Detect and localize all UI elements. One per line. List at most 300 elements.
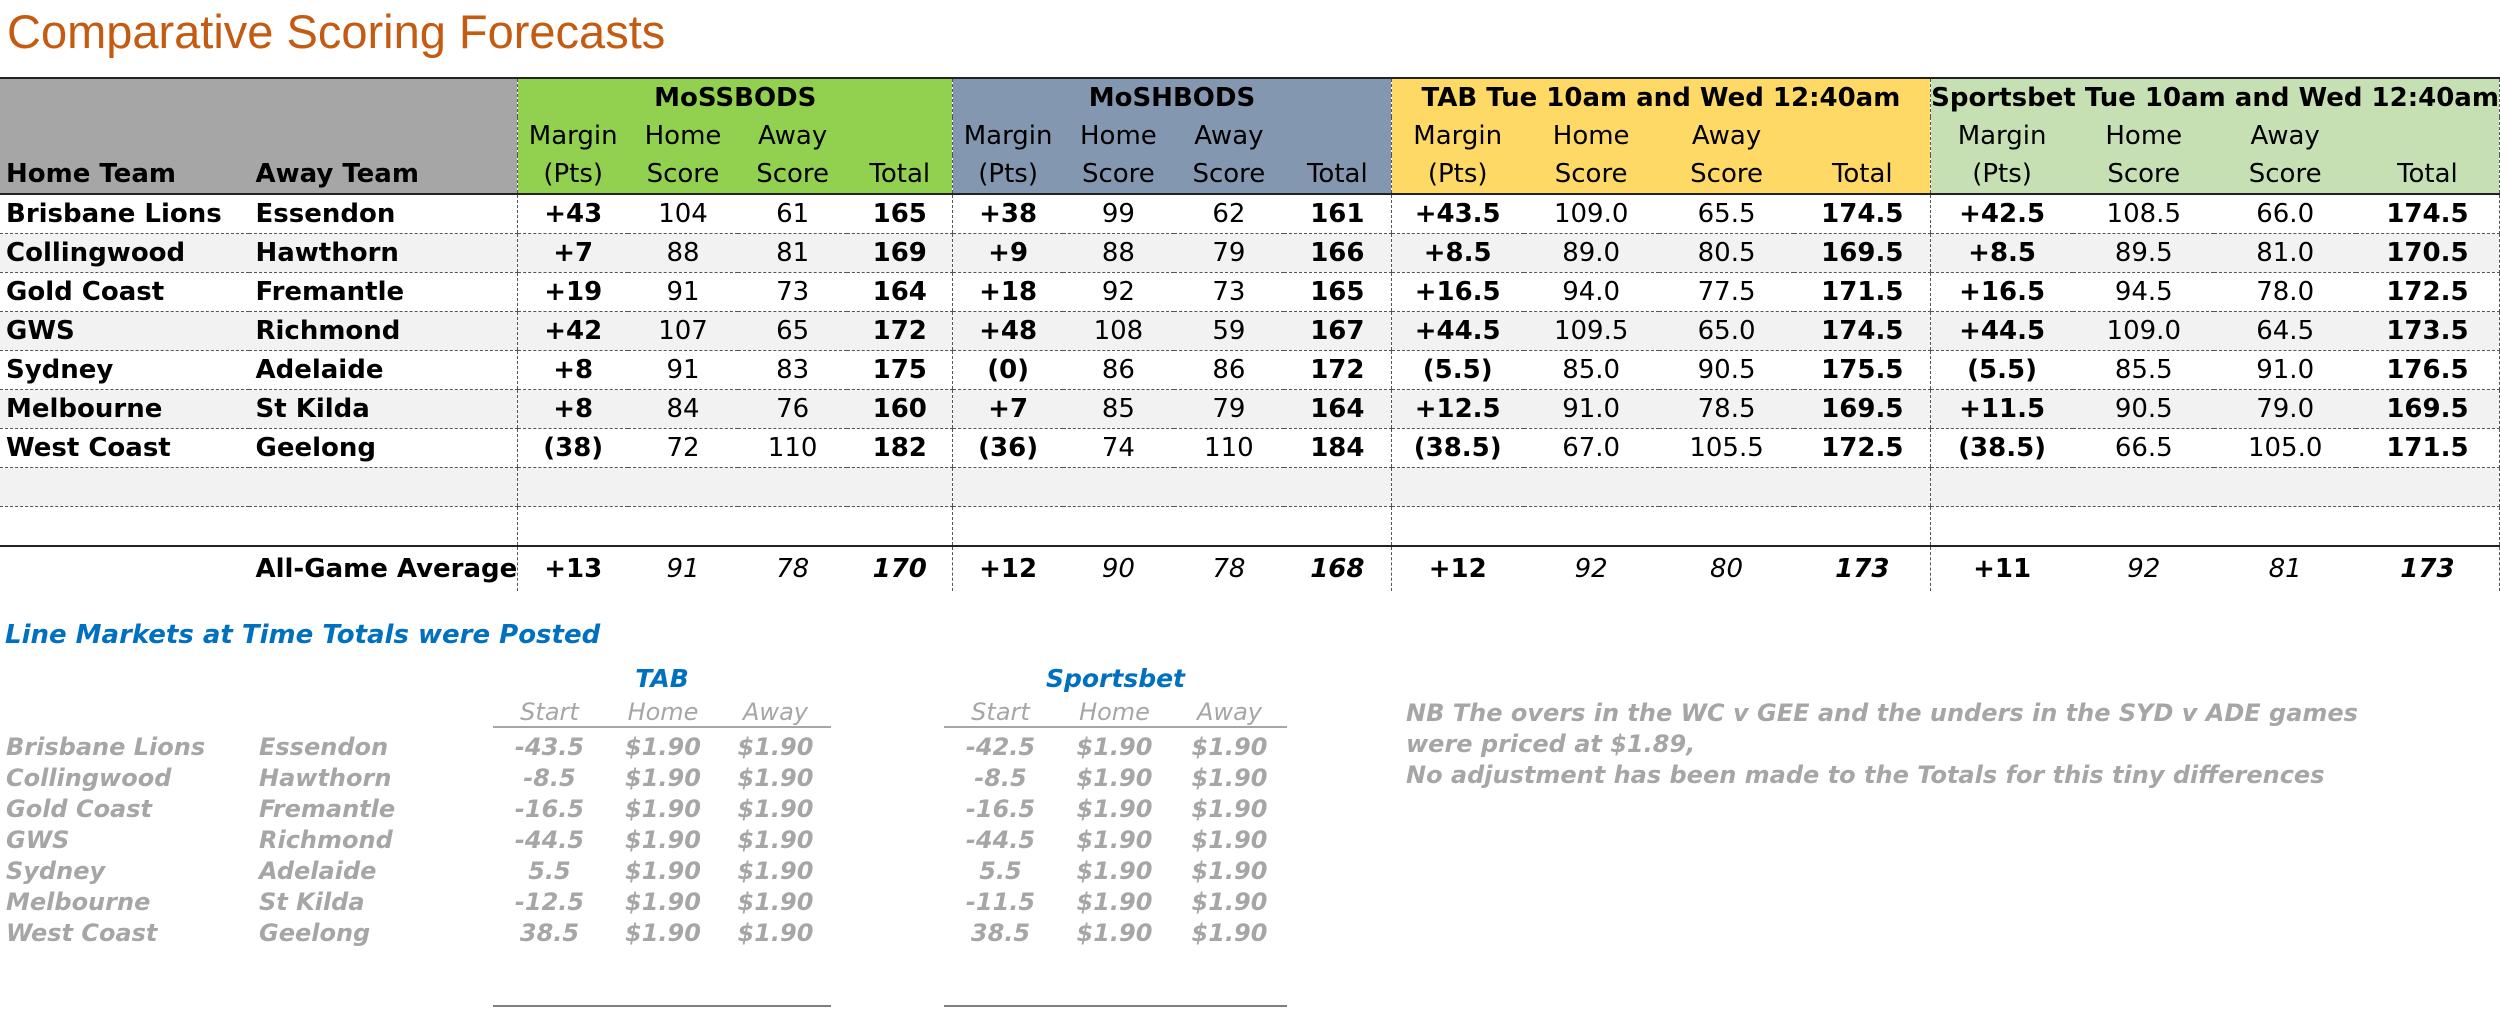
home-team-cell: Gold Coast [0, 273, 249, 312]
mossbods-cell: 61 [738, 194, 847, 234]
mossbods-cell [738, 468, 847, 507]
moshbods-cell: 86 [1174, 351, 1284, 390]
moshbods-cell: +7 [953, 390, 1063, 429]
lm-sportsbet-away: $1.90 [1191, 919, 1268, 947]
lm-tab-home: $1.90 [625, 888, 701, 916]
tab-cell: 78.5 [1659, 390, 1795, 429]
lm-tab-home: $1.90 [625, 795, 701, 823]
table-row [0, 234, 2500, 273]
mossbods-cell: 88 [628, 234, 738, 273]
tab-cell: +12.5 [1391, 390, 1523, 429]
col-header: Total [1794, 155, 1930, 194]
lm-away-team: Hawthorn [259, 764, 392, 792]
moshbods-cell: 88 [1063, 234, 1174, 273]
lm-tab-away: $1.90 [737, 733, 814, 761]
home-team-cell [0, 507, 249, 547]
col-header: Score [628, 155, 738, 194]
col-header: Margin [953, 117, 1063, 155]
tab-cell [1391, 468, 1523, 507]
column-header-row-1 [0, 117, 2500, 155]
lm-sportsbet-home: $1.90 [1076, 826, 1153, 854]
tab-cell: 90.5 [1659, 351, 1795, 390]
sportsbet-cell: 64.5 [2214, 312, 2355, 351]
home-team-cell: Sydney [0, 351, 249, 390]
sportsbet-cell: 78.0 [2214, 273, 2355, 312]
moshbods-cell [1174, 468, 1284, 507]
avg-cell: 173 [1794, 546, 1930, 591]
lm-tab-home: $1.90 [625, 764, 701, 792]
col-header: Score [1659, 155, 1795, 194]
tab-cell: 85.0 [1524, 351, 1659, 390]
table-row [0, 351, 2500, 390]
blank-header-cell [0, 78, 518, 117]
sportsbet-cell [1931, 468, 2073, 507]
lm-tab-away: $1.90 [737, 888, 814, 916]
tab-cell: 109.0 [1524, 194, 1659, 234]
sportsbet-cell [2356, 468, 2500, 507]
lm-home-team: Collingwood [6, 764, 172, 792]
lm-tab-home: $1.90 [625, 857, 701, 885]
lm-tab-start: -16.5 [514, 795, 585, 823]
moshbods-cell: +9 [953, 234, 1063, 273]
away-team-cell [249, 507, 517, 547]
col-header: (Pts) [953, 155, 1063, 194]
group-header-row [0, 78, 2500, 117]
home-team-cell: GWS [0, 312, 249, 351]
lm-sportsbet-home: $1.90 [1076, 733, 1153, 761]
tab-cell: +44.5 [1391, 312, 1523, 351]
sportsbet-cell [1931, 507, 2073, 547]
table-row [0, 429, 2500, 468]
mossbods-cell: 72 [628, 429, 738, 468]
table-row [0, 390, 2500, 429]
avg-cell: 78 [738, 546, 847, 591]
tab-cell: 171.5 [1794, 273, 1930, 312]
moshbods-cell [1284, 468, 1391, 507]
moshbods-cell: 79 [1174, 390, 1284, 429]
home-team-cell: Melbourne [0, 390, 249, 429]
note-line: were priced at $1.89, [1406, 730, 1696, 758]
sportsbet-cell: 105.0 [2214, 429, 2355, 468]
moshbods-cell: +38 [953, 194, 1063, 234]
mossbods-cell: 73 [738, 273, 847, 312]
col-header [2356, 117, 2500, 155]
sportsbet-cell: +8.5 [1931, 234, 2073, 273]
sportsbet-cell: 109.0 [2073, 312, 2214, 351]
avg-cell: 173 [2356, 546, 2500, 591]
sportsbet-cell: 172.5 [2356, 273, 2500, 312]
moshbods-cell [1063, 507, 1174, 547]
sportsbet-cell: 108.5 [2073, 194, 2214, 234]
lm-sportsbet-away: $1.90 [1191, 857, 1268, 885]
lm-away-team: Richmond [259, 826, 393, 854]
col-header: Score [1063, 155, 1174, 194]
moshbods-cell: 79 [1174, 234, 1284, 273]
lm-tab-start: -12.5 [514, 888, 585, 916]
sportsbet-cell: 170.5 [2356, 234, 2500, 273]
tab-cell [1659, 468, 1795, 507]
mossbods-cell: 165 [847, 194, 952, 234]
avg-cell: 170 [847, 546, 952, 591]
lm-sportsbet-start: -42.5 [965, 733, 1036, 761]
lm-away-team: Adelaide [259, 857, 377, 885]
lm-tab-away: $1.90 [737, 764, 814, 792]
mossbods-cell [628, 468, 738, 507]
moshbods-cell: 184 [1284, 429, 1391, 468]
moshbods-cell: 99 [1063, 194, 1174, 234]
moshbods-cell: 62 [1174, 194, 1284, 234]
table-row [0, 312, 2500, 351]
lm-sportsbet-away: $1.90 [1191, 795, 1268, 823]
lm-bottom-rule [944, 1005, 1287, 1007]
moshbods-cell: (36) [953, 429, 1063, 468]
lm-sportsbet-start: 5.5 [979, 857, 1022, 885]
lm-sportsbet-away: $1.90 [1191, 764, 1268, 792]
moshbods-cell: +18 [953, 273, 1063, 312]
lm-sportsbet-start: -8.5 [974, 764, 1027, 792]
mossbods-cell: 104 [628, 194, 738, 234]
col-header [1284, 117, 1391, 155]
lm-sportsbet-away: $1.90 [1191, 888, 1268, 916]
col-header: Margin [518, 117, 628, 155]
tab-cell: 65.0 [1659, 312, 1795, 351]
tab-cell: 67.0 [1524, 429, 1659, 468]
lm-tab-home: $1.90 [625, 733, 701, 761]
lm-away-team: Essendon [259, 733, 389, 761]
tab-cell [1794, 507, 1930, 547]
sportsbet-cell: 91.0 [2214, 351, 2355, 390]
home-team-header: Home Team [0, 155, 249, 194]
col-header: Total [2356, 155, 2500, 194]
tab-cell: 109.5 [1524, 312, 1659, 351]
table-row [0, 194, 2500, 234]
away-team-cell: Essendon [249, 194, 517, 234]
moshbods-cell: 166 [1284, 234, 1391, 273]
moshbods-cell [953, 507, 1063, 547]
home-team-cell: Collingwood [0, 234, 249, 273]
table-row [0, 507, 2500, 547]
lm-home-team: West Coast [6, 919, 158, 947]
tab-cell: 105.5 [1659, 429, 1795, 468]
col-header [847, 117, 952, 155]
mossbods-cell: 164 [847, 273, 952, 312]
col-header: (Pts) [518, 155, 628, 194]
mossbods-cell: +43 [518, 194, 628, 234]
mossbods-cell: +7 [518, 234, 628, 273]
moshbods-cell: 92 [1063, 273, 1174, 312]
lm-sportsbet-start: -11.5 [965, 888, 1036, 916]
mossbods-cell [628, 507, 738, 547]
lm-sportsbet-home: $1.90 [1076, 764, 1153, 792]
group-header-mossbods: MoSSBODS [518, 78, 953, 117]
tab-cell: 169.5 [1794, 390, 1930, 429]
average-label: All-Game Average [249, 546, 517, 591]
col-header: Home [628, 117, 738, 155]
sportsbet-cell: 171.5 [2356, 429, 2500, 468]
sportsbet-cell: 174.5 [2356, 194, 2500, 234]
sportsbet-cell: +42.5 [1931, 194, 2073, 234]
lm-tab-away: $1.90 [737, 919, 814, 947]
sportsbet-cell: 173.5 [2356, 312, 2500, 351]
tab-cell: 174.5 [1794, 312, 1930, 351]
moshbods-cell [953, 468, 1063, 507]
mossbods-cell: 182 [847, 429, 952, 468]
sportsbet-cell: +16.5 [1931, 273, 2073, 312]
col-header: Margin [1391, 117, 1523, 155]
mossbods-cell: 175 [847, 351, 952, 390]
lm-tab-start: -43.5 [514, 733, 585, 761]
mossbods-cell [847, 468, 952, 507]
table-row [0, 468, 2500, 507]
avg-cell: 78 [1174, 546, 1284, 591]
home-team-cell: Brisbane Lions [0, 194, 249, 234]
tab-cell: (38.5) [1391, 429, 1523, 468]
mossbods-cell: 110 [738, 429, 847, 468]
tab-cell: (5.5) [1391, 351, 1523, 390]
lm-tab-start: 5.5 [528, 857, 571, 885]
col-header: (Pts) [1391, 155, 1523, 194]
moshbods-cell [1174, 507, 1284, 547]
sportsbet-cell [2214, 468, 2355, 507]
mossbods-cell: +8 [518, 351, 628, 390]
col-header: Score [1174, 155, 1284, 194]
tab-cell [1391, 507, 1523, 547]
lm-sportsbet-start: 38.5 [970, 919, 1031, 947]
mossbods-cell: 76 [738, 390, 847, 429]
avg-cell: 81 [2214, 546, 2355, 591]
avg-cell: 92 [2073, 546, 2214, 591]
lm-sportsbet-away: $1.90 [1191, 733, 1268, 761]
mossbods-cell: 83 [738, 351, 847, 390]
line-markets-title: Line Markets at Time Totals were Posted [5, 620, 601, 650]
col-header: Away [2214, 117, 2355, 155]
sportsbet-cell: +44.5 [1931, 312, 2073, 351]
note-text [1406, 698, 2358, 791]
moshbods-cell: (0) [953, 351, 1063, 390]
avg-cell: +11 [1931, 546, 2073, 591]
col-header: Total [847, 155, 952, 194]
lm-col-header: Away [720, 698, 831, 728]
tab-cell: +8.5 [1391, 234, 1523, 273]
tab-cell: 175.5 [1794, 351, 1930, 390]
sportsbet-cell [2356, 507, 2500, 547]
lm-sportsbet-start: -44.5 [965, 826, 1036, 854]
sportsbet-cell: 90.5 [2073, 390, 2214, 429]
col-header: Total [1284, 155, 1391, 194]
group-header-moshbods: MoSHBODS [953, 78, 1391, 117]
group-header-sportsbet: Sportsbet Tue 10am and Wed 12:40am [1931, 78, 2500, 117]
col-header: Home [1524, 117, 1659, 155]
tab-cell: 65.5 [1659, 194, 1795, 234]
tab-cell: 77.5 [1659, 273, 1795, 312]
col-header: Home [2073, 117, 2214, 155]
mossbods-cell [738, 507, 847, 547]
tab-cell [1524, 507, 1659, 547]
col-header: Score [2214, 155, 2355, 194]
home-team-cell: West Coast [0, 429, 249, 468]
away-team-cell [249, 468, 517, 507]
tab-cell: +16.5 [1391, 273, 1523, 312]
tab-cell: 172.5 [1794, 429, 1930, 468]
mossbods-cell: 172 [847, 312, 952, 351]
tab-cell [1524, 468, 1659, 507]
mossbods-cell [518, 468, 628, 507]
average-row [0, 546, 2500, 591]
away-team-cell: Richmond [249, 312, 517, 351]
mossbods-cell: 107 [628, 312, 738, 351]
group-header-tab: TAB Tue 10am and Wed 12:40am [1391, 78, 1930, 117]
mossbods-cell: 169 [847, 234, 952, 273]
mossbods-cell: +42 [518, 312, 628, 351]
col-header: (Pts) [1931, 155, 2073, 194]
sportsbet-cell: 79.0 [2214, 390, 2355, 429]
moshbods-cell: 167 [1284, 312, 1391, 351]
lm-home-team: GWS [6, 826, 70, 854]
moshbods-cell: 108 [1063, 312, 1174, 351]
mossbods-cell [518, 507, 628, 547]
lm-sportsbet-home: $1.90 [1076, 919, 1153, 947]
col-header [1794, 117, 1930, 155]
away-team-cell: St Kilda [249, 390, 517, 429]
lm-sportsbet-home: $1.90 [1076, 857, 1153, 885]
sportsbet-cell [2214, 507, 2355, 547]
lm-sportsbet-start: -16.5 [965, 795, 1036, 823]
lm-col-header: Start [944, 698, 1057, 728]
mossbods-cell: +19 [518, 273, 628, 312]
mossbods-cell: 91 [628, 273, 738, 312]
sportsbet-cell: 94.5 [2073, 273, 2214, 312]
tab-cell: 94.0 [1524, 273, 1659, 312]
lm-tab-away: $1.90 [737, 857, 814, 885]
moshbods-cell: 161 [1284, 194, 1391, 234]
lm-home-team: Brisbane Lions [6, 733, 206, 761]
avg-cell: 90 [1063, 546, 1174, 591]
lm-col-header: Home [606, 698, 720, 728]
tab-cell [1794, 468, 1930, 507]
tab-cell: 80.5 [1659, 234, 1795, 273]
sportsbet-cell: 89.5 [2073, 234, 2214, 273]
lm-away-team: Geelong [259, 919, 371, 947]
lm-tab-away: $1.90 [737, 826, 814, 854]
col-header: Away [1659, 117, 1795, 155]
lm-col-header: Start [493, 698, 606, 728]
moshbods-cell: 86 [1063, 351, 1174, 390]
lm-col-header: Home [1057, 698, 1172, 728]
moshbods-cell: 110 [1174, 429, 1284, 468]
tab-cell [1659, 507, 1795, 547]
lm-tab-away: $1.90 [737, 795, 814, 823]
away-team-cell: Hawthorn [249, 234, 517, 273]
mossbods-cell: 81 [738, 234, 847, 273]
away-team-cell: Fremantle [249, 273, 517, 312]
sportsbet-cell: +11.5 [1931, 390, 2073, 429]
moshbods-cell [1063, 468, 1174, 507]
mossbods-cell [847, 507, 952, 547]
tab-cell: 89.0 [1524, 234, 1659, 273]
tab-cell: 174.5 [1794, 194, 1930, 234]
mossbods-cell: 65 [738, 312, 847, 351]
line-markets-tab-title: TAB [635, 664, 689, 693]
lm-home-team: Gold Coast [6, 795, 153, 823]
sportsbet-cell: 66.5 [2073, 429, 2214, 468]
avg-cell: +12 [1391, 546, 1523, 591]
lm-tab-home: $1.90 [625, 826, 701, 854]
lm-tab-start: 38.5 [519, 919, 580, 947]
avg-cell: +12 [953, 546, 1063, 591]
sportsbet-cell: 85.5 [2073, 351, 2214, 390]
lm-sportsbet-home: $1.90 [1076, 795, 1153, 823]
tab-cell: +43.5 [1391, 194, 1523, 234]
lm-tab-start: -8.5 [523, 764, 576, 792]
avg-cell: 80 [1659, 546, 1795, 591]
forecast-table [0, 77, 2500, 591]
moshbods-cell [1284, 507, 1391, 547]
moshbods-cell: 59 [1174, 312, 1284, 351]
lm-home-team: Melbourne [6, 888, 151, 916]
lm-away-team: St Kilda [259, 888, 365, 916]
col-header: Score [738, 155, 847, 194]
col-header: Away [738, 117, 847, 155]
lm-away-team: Fremantle [259, 795, 396, 823]
table-row [0, 273, 2500, 312]
sportsbet-cell: 169.5 [2356, 390, 2500, 429]
forecast-table-body [0, 194, 2500, 546]
sportsbet-cell: (38.5) [1931, 429, 2073, 468]
lm-tab-home: $1.90 [625, 919, 701, 947]
home-team-cell [0, 468, 249, 507]
moshbods-cell: 165 [1284, 273, 1391, 312]
mossbods-cell: +8 [518, 390, 628, 429]
moshbods-cell: 73 [1174, 273, 1284, 312]
line-markets-sportsbet-title: Sportsbet [1045, 664, 1186, 693]
page-title: Comparative Scoring Forecasts [7, 5, 666, 58]
lm-sportsbet-away: $1.90 [1191, 826, 1268, 854]
moshbods-cell: +48 [953, 312, 1063, 351]
away-team-cell: Adelaide [249, 351, 517, 390]
note-line: No adjustment has been made to the Totals for this tiny differences [1406, 761, 2325, 789]
moshbods-cell: 85 [1063, 390, 1174, 429]
col-header: Score [2073, 155, 2214, 194]
lm-col-header: Away [1172, 698, 1287, 728]
mossbods-cell: 84 [628, 390, 738, 429]
col-header: Margin [1931, 117, 2073, 155]
sportsbet-cell [2073, 468, 2214, 507]
lm-sportsbet-home: $1.90 [1076, 888, 1153, 916]
sportsbet-cell [2073, 507, 2214, 547]
column-header-row-2 [0, 155, 2500, 194]
mossbods-cell: 160 [847, 390, 952, 429]
lm-tab-start: -44.5 [514, 826, 585, 854]
sportsbet-cell: (5.5) [1931, 351, 2073, 390]
avg-cell: 168 [1284, 546, 1391, 591]
mossbods-cell: (38) [518, 429, 628, 468]
avg-cell: 91 [628, 546, 738, 591]
lm-home-team: Sydney [6, 857, 106, 885]
tab-cell: 91.0 [1524, 390, 1659, 429]
sportsbet-cell: 176.5 [2356, 351, 2500, 390]
moshbods-cell: 172 [1284, 351, 1391, 390]
col-header: Home [1063, 117, 1174, 155]
avg-cell: +13 [518, 546, 628, 591]
lm-bottom-rule [493, 1005, 831, 1007]
sportsbet-cell: 81.0 [2214, 234, 2355, 273]
away-team-header: Away Team [249, 155, 517, 194]
moshbods-cell: 74 [1063, 429, 1174, 468]
note-line: NB The overs in the WC v GEE and the unders in the SYD v ADE games [1406, 699, 2358, 727]
moshbods-cell: 164 [1284, 390, 1391, 429]
tab-cell: 169.5 [1794, 234, 1930, 273]
col-header: Score [1524, 155, 1659, 194]
